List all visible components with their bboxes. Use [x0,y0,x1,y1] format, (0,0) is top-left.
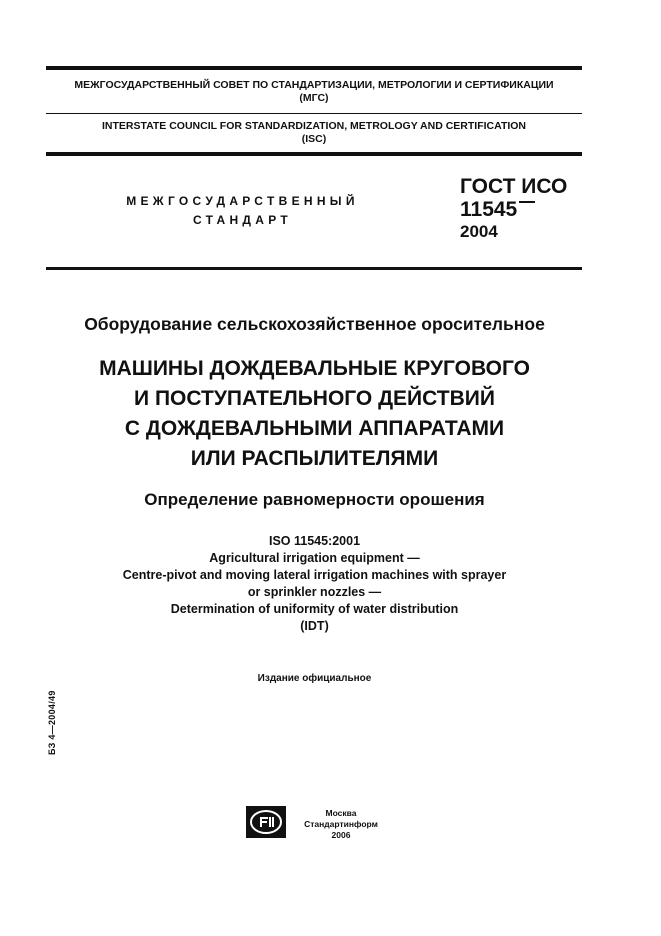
iso-line4: or sprinkler nozzles — [247,585,382,599]
publisher-city: Москва [325,808,357,818]
gost-year: 2004 [460,222,498,241]
standard-type-line2: СТАНДАРТ [192,213,293,227]
gost-dash [519,201,535,203]
council-ru-line1: МЕЖГОСУДАРСТВЕННЫЙ СОВЕТ ПО СТАНДАРТИЗАЦИИ, МЕТРОЛОГИИ И СЕРТИФИКАЦИИ [74,79,554,91]
council-name-ru [46,79,582,105]
document-description: Определение равномерности орошения [144,490,485,509]
main-title-line3: С ДОЖДЕВАЛЬНЫМИ АППАРАТАМИ [124,417,505,440]
standartinform-logo-icon [246,806,286,838]
publisher-name: Стандартинформ [304,819,378,829]
council-en-line1: INTERSTATE COUNCIL FOR STANDARDIZATION, METROLOGY AND CERTIFICATION [101,120,527,132]
header-thin-rule [46,113,582,114]
publisher-year: 2006 [331,830,351,840]
council-en-line2: (ISC) [301,133,327,145]
iso-line1: ISO 11545:2001 [268,534,361,548]
gost-title: ГОСТ ИСО [460,175,568,198]
gost-number-block [460,198,535,222]
gost-number: 11545 [460,198,518,221]
main-title-line1: МАШИНЫ ДОЖДЕВАЛЬНЫЕ КРУГОВОГО [99,357,530,380]
iso-line3: Centre-pivot and moving lateral irrigation machines with sprayer [122,568,507,582]
document-subtitle: Оборудование сельскохозяйственное оросительное [84,314,545,334]
standard-type-line1: МЕЖГОСУДАРСТВЕННЫЙ [126,194,359,208]
iso-line6: (IDT) [300,619,329,633]
edition-label: Издание официальное [257,673,372,684]
top-thick-rule [46,66,582,70]
main-title-line2: И ПОСТУПАТЕЛЬНОГО ДЕЙСТВИЙ [134,387,495,410]
council-ru-line2: (МГС) [299,92,329,104]
iso-line2: Agricultural irrigation equipment — [209,551,420,565]
council-name-en [46,120,582,146]
header-bottom-thick-rule [46,152,582,156]
main-title-line4: ИЛИ РАСПЫЛИТЕЛЯМИ [190,447,439,470]
side-code: БЗ 4—2004/49 [47,690,57,755]
iso-line5: Determination of uniformity of water distribution [170,602,459,616]
designation-bottom-rule [46,267,582,270]
